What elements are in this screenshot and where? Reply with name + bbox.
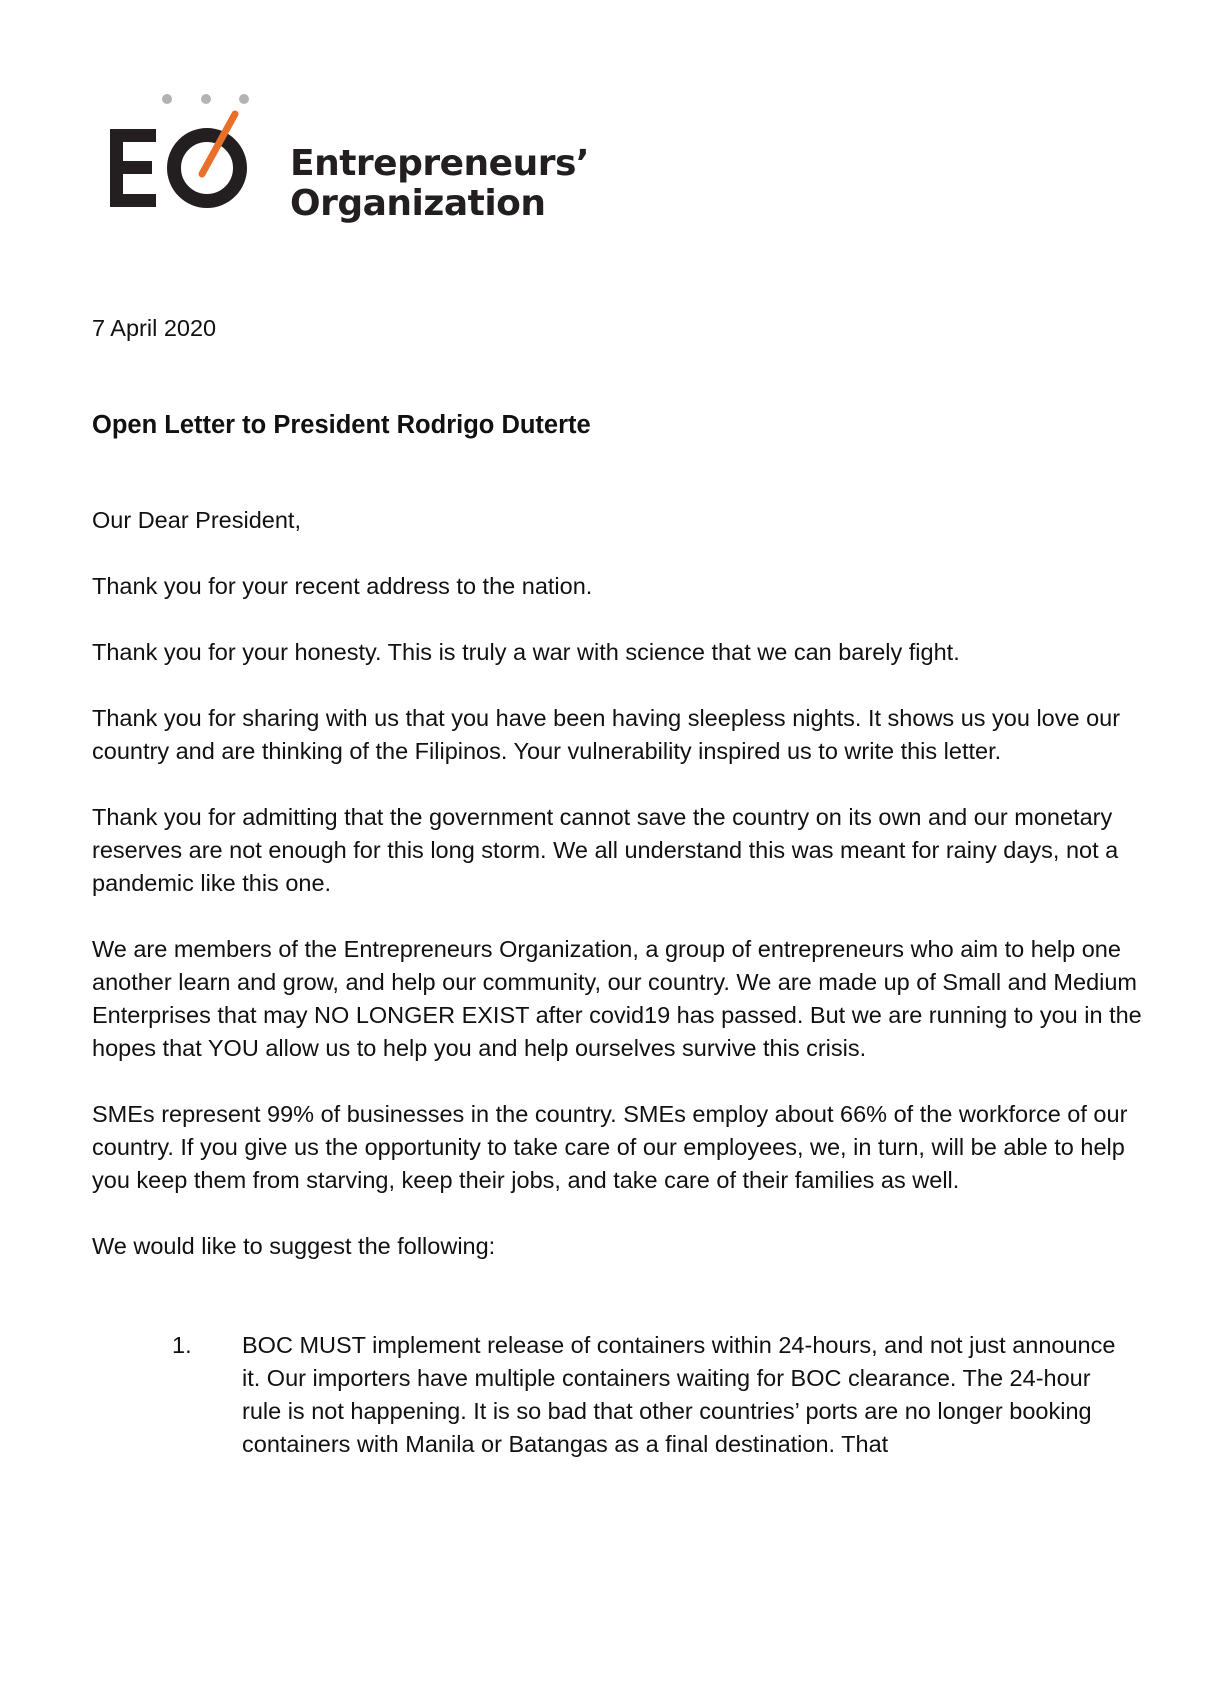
paragraph: We are members of the Entrepreneurs Organization, a group of entrepreneurs who aim to help one another learn and grow, and help our community, our country. We are made up of Small and Medium Enterprises that may NO LONGER EXIST after covid19 has passed. But we are running to you in the hopes that YOU allow us to help you and help ourselves survive this crisis. xyxy=(92,936,1142,1061)
suggestion-item xyxy=(92,1329,1152,1461)
paragraph: Thank you for sharing with us that you have been having sleepless nights. It shows us you love our country and are thinking of the Filipinos. Your vulnerability inspired us to write this letter. xyxy=(92,705,1121,764)
eo-logo-mark xyxy=(110,92,280,242)
letter-date: 7 April 2020 xyxy=(92,315,217,341)
logo-dot xyxy=(162,94,172,104)
letter-body xyxy=(92,312,1152,1461)
logo-dot xyxy=(239,94,249,104)
logo-dot xyxy=(201,94,211,104)
letter-salutation: Our Dear President, xyxy=(92,507,301,533)
eo-logo xyxy=(110,92,590,242)
logo-name-line2: Organization xyxy=(290,183,546,224)
suggestion-text: BOC MUST implement release of containers within 24-hours, and not just announce it. Our importers have multiple containers waiting for BOC clearance. The 24-hour rule is not happening. It is so bad that other countries’ ports are no longer booking containers with Manila or Batangas as a final destination. That xyxy=(242,1332,1116,1457)
logo-wordmark xyxy=(290,144,589,224)
paragraph: Thank you for admitting that the government cannot save the country on its own and our monetary reserves are not enough for this long storm. We all understand this was meant for rainy days, not a pandemic like this one. xyxy=(92,804,1119,896)
logo-letter-e xyxy=(110,129,156,207)
suggestion-list xyxy=(92,1329,1152,1461)
paragraph: SMEs represent 99% of businesses in the country. SMEs employ about 66% of the workforce of our country. If you give us the opportunity to take care of our employees, we, in turn, will be able to help you keep them from starving, keep their jobs, and take care of their families as well. xyxy=(92,1101,1128,1193)
suggestion-number: 1. xyxy=(172,1332,192,1358)
paragraph: Thank you for your recent address to the nation. xyxy=(92,573,593,599)
paragraph: Thank you for your honesty. This is truly a war with science that we can barely fight. xyxy=(92,639,960,665)
logo-name-line1: Entrepreneurs’ xyxy=(290,143,590,184)
suggestion-lead: We would like to suggest the following: xyxy=(92,1233,496,1259)
letter-title: Open Letter to President Rodrigo Duterte xyxy=(92,411,591,439)
